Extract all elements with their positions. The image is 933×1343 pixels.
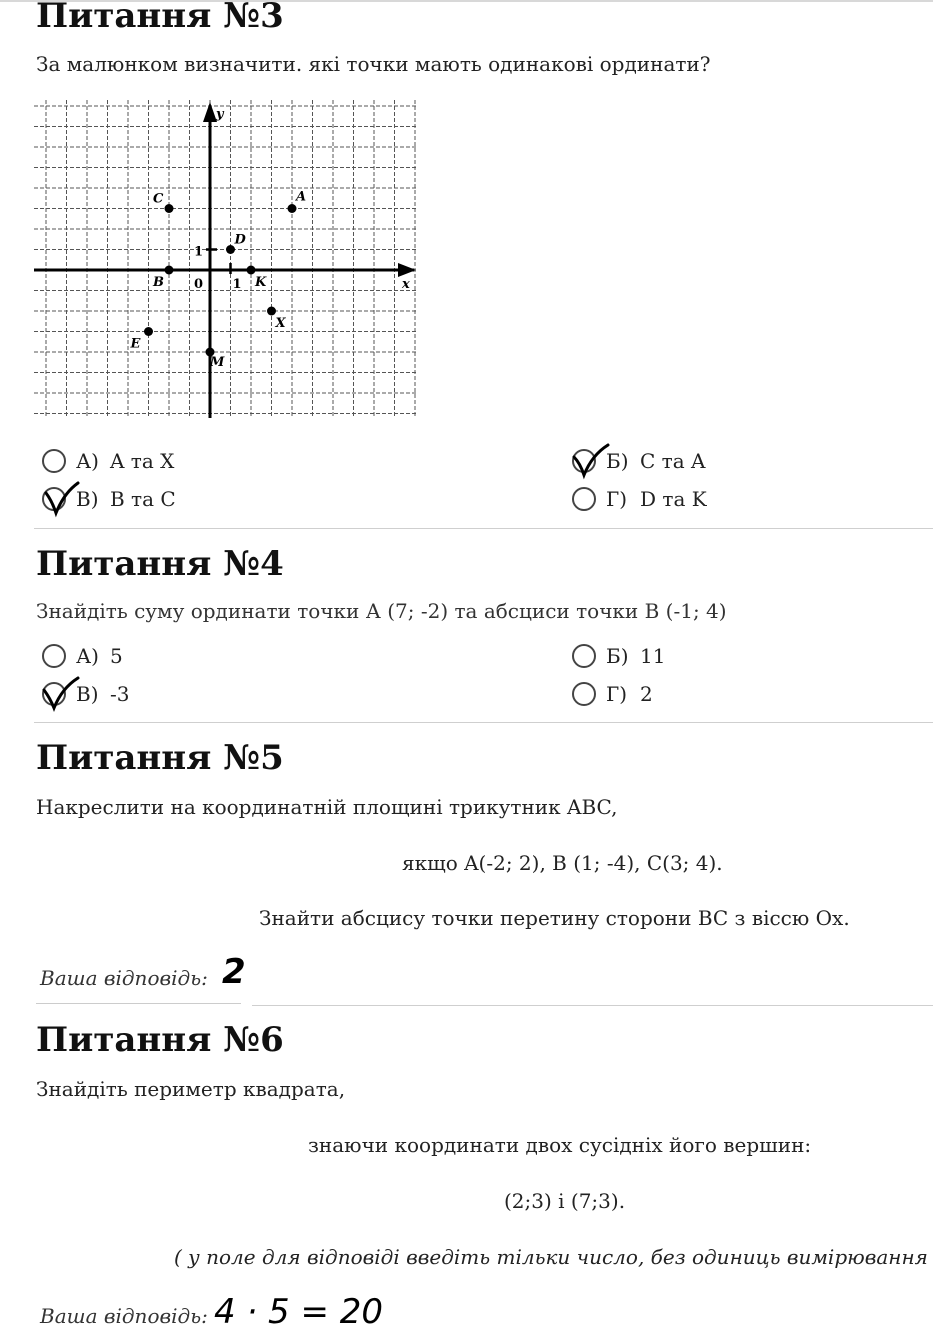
- question-6-hint: ( у поле для відповіді введіть тільки число, без одиниць вимірювання: [174, 1245, 928, 1269]
- option-letter: В): [76, 682, 99, 706]
- coordinate-grid-figure: [34, 100, 418, 418]
- radio-button-checked[interactable]: [572, 449, 596, 473]
- point-label-d: D: [234, 232, 246, 248]
- y-tick-label: 1: [194, 244, 204, 260]
- divider: [34, 528, 933, 529]
- answer-label: Ваша відповідь:: [40, 1304, 208, 1328]
- point-label-c: C: [153, 191, 164, 207]
- option-letter: Г): [606, 682, 628, 706]
- point-x: [267, 307, 276, 316]
- option-letter: В): [76, 487, 99, 511]
- point-label-a: A: [296, 189, 307, 205]
- q4-option-v[interactable]: [42, 679, 129, 709]
- point-label-e: E: [130, 336, 141, 352]
- answer-value: 4 · 5 = 20: [214, 1292, 384, 1332]
- origin-label: 0: [194, 277, 204, 292]
- handwritten-check-icon: [40, 479, 80, 519]
- radio-button[interactable]: [42, 449, 66, 473]
- q3-option-a[interactable]: [42, 446, 174, 476]
- question-3-title: Питання №3: [36, 0, 284, 36]
- question-5-line-3: Знайти абсцису точки перетину сторони BC з віссю Ox.: [259, 906, 850, 930]
- point-label-x: X: [275, 316, 286, 331]
- radio-button[interactable]: [572, 487, 596, 511]
- q4-option-a[interactable]: [42, 641, 123, 671]
- option-text: -3: [110, 682, 130, 706]
- question-5-title: Питання №5: [36, 738, 284, 778]
- option-letter: А): [76, 449, 99, 473]
- question-6-line-2: знаючи координати двох сусідніх його вершин:: [308, 1133, 812, 1157]
- radio-button[interactable]: [42, 644, 66, 668]
- point-label-k: K: [255, 275, 267, 290]
- x-tick-label: 1: [232, 277, 242, 292]
- point-e: [144, 327, 153, 336]
- answer-underline: [36, 1003, 241, 1004]
- y-axis-arrow: [203, 102, 217, 122]
- question-3-text: За малюнком визначити. які точки мають одинакові ординати?: [36, 52, 711, 76]
- point-a: [288, 204, 297, 213]
- radio-button[interactable]: [572, 682, 596, 706]
- question-4-title: Питання №4: [36, 544, 284, 584]
- divider: [34, 722, 933, 723]
- answer-value: 2: [222, 952, 246, 992]
- x-axis-arrow: [398, 263, 416, 277]
- option-letter: А): [76, 644, 99, 668]
- point-k: [247, 266, 256, 275]
- option-letter: Г): [606, 487, 628, 511]
- point-b: [165, 266, 174, 275]
- radio-button-checked[interactable]: [42, 487, 66, 511]
- radio-button[interactable]: [572, 644, 596, 668]
- point-label-m: M: [210, 355, 225, 370]
- option-letter: Б): [606, 644, 629, 668]
- option-text: C та A: [640, 449, 706, 473]
- q4-option-g[interactable]: [572, 679, 653, 709]
- question-5-line-2: якщо A(-2; 2), B (1; -4), C(3; 4).: [402, 851, 723, 875]
- option-text: B та C: [110, 487, 176, 511]
- option-text: A та X: [110, 449, 175, 473]
- question-6-line-1: Знайдіть периметр квадрата,: [36, 1077, 346, 1101]
- handwritten-check-icon: [40, 674, 80, 714]
- question-6-line-3: (2;3) і (7;3).: [504, 1189, 626, 1213]
- option-text: 2: [640, 682, 653, 706]
- q3-option-b[interactable]: [572, 446, 705, 476]
- option-text: D та K: [640, 487, 707, 511]
- radio-button-checked[interactable]: [42, 682, 66, 706]
- answer-label: Ваша відповідь:: [40, 966, 208, 990]
- option-text: 5: [110, 644, 123, 668]
- q3-option-v[interactable]: [42, 484, 176, 514]
- point-c: [165, 204, 174, 213]
- question-4-text: Знайдіть суму ординати точки А (7; -2) та абсциси точки В (-1; 4): [36, 599, 727, 623]
- option-letter: Б): [606, 449, 629, 473]
- y-axis-label: y: [216, 107, 224, 122]
- x-axis-label: x: [402, 277, 410, 292]
- option-text: 11: [640, 644, 666, 668]
- answer-input[interactable]: [214, 1292, 694, 1336]
- q4-option-b[interactable]: [572, 641, 665, 671]
- handwritten-check-icon: [570, 441, 610, 481]
- q3-option-g[interactable]: [572, 484, 707, 514]
- point-label-b: B: [153, 275, 164, 290]
- question-5-line-1: Накреслити на координатній площині трикутник ABC,: [36, 795, 618, 819]
- question-6-title: Питання №6: [36, 1020, 284, 1060]
- divider: [252, 1005, 933, 1006]
- answer-input[interactable]: [222, 952, 682, 992]
